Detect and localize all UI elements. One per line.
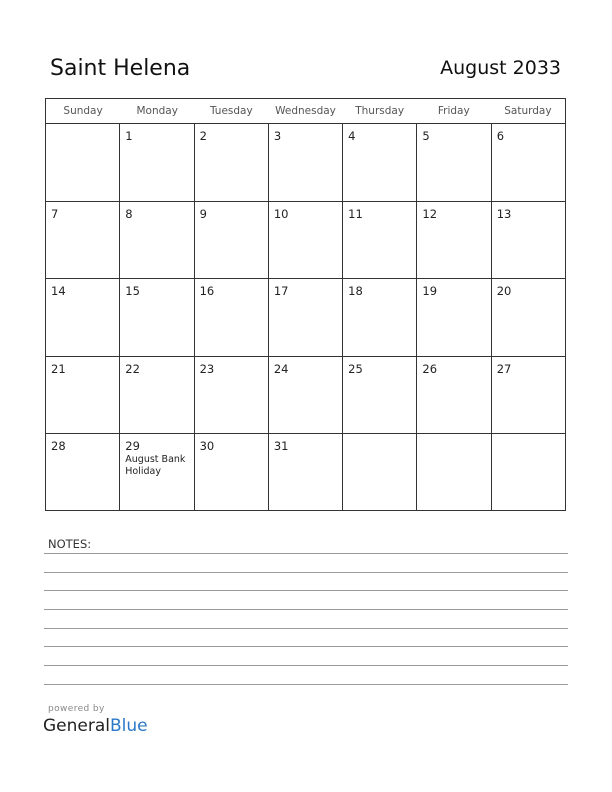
day-cell xyxy=(195,124,269,201)
note-line xyxy=(44,609,568,610)
day-number: 9 xyxy=(199,206,207,221)
day-number: 30 xyxy=(199,439,215,454)
powered-by-text: powered by xyxy=(48,704,105,714)
day-number: 15 xyxy=(125,284,140,299)
weekday-monday: Monday xyxy=(136,105,178,117)
day-cell xyxy=(195,434,269,511)
day-cell xyxy=(120,434,194,511)
note-line xyxy=(44,684,568,685)
note-line xyxy=(44,665,568,666)
day-number: 18 xyxy=(348,284,363,299)
note-line xyxy=(44,590,568,591)
week-row xyxy=(46,202,565,280)
day-cell xyxy=(120,202,194,279)
day-number: 3 xyxy=(273,129,282,143)
day-cell xyxy=(417,124,491,201)
week-row xyxy=(46,434,565,511)
day-cell xyxy=(120,357,194,434)
day-cell xyxy=(343,279,417,356)
day-cell xyxy=(492,202,565,279)
country-title: Saint Helena xyxy=(50,56,191,81)
note-line xyxy=(44,628,568,629)
day-number: 7 xyxy=(51,206,59,221)
weekday-saturday: Saturday xyxy=(504,105,552,117)
day-cell xyxy=(269,124,343,201)
notes-label: NOTES: xyxy=(48,537,92,551)
day-cell xyxy=(269,202,343,279)
brand-general: General xyxy=(43,716,110,736)
generalblue-logo xyxy=(43,716,148,736)
week-row xyxy=(46,279,565,357)
day-cell xyxy=(492,434,565,511)
weekday-header xyxy=(46,99,565,124)
day-cell xyxy=(417,202,491,279)
day-number: 10 xyxy=(273,206,289,221)
calendar-grid xyxy=(45,98,566,511)
day-cell xyxy=(343,357,417,434)
holiday-label: August Bank Holiday xyxy=(125,454,186,478)
day-number: 19 xyxy=(422,284,438,299)
day-number: 17 xyxy=(273,284,289,299)
brand-blue: Blue xyxy=(110,716,148,736)
day-number: 4 xyxy=(348,129,356,143)
day-number: 20 xyxy=(496,284,512,299)
day-number: 2 xyxy=(199,129,207,143)
day-cell xyxy=(195,202,269,279)
day-cell xyxy=(46,279,120,356)
day-number: 28 xyxy=(51,439,66,454)
day-cell xyxy=(269,279,343,356)
day-number: 14 xyxy=(51,284,66,299)
day-number: 24 xyxy=(273,361,289,376)
day-number: 29 xyxy=(125,439,140,454)
week-row xyxy=(46,124,565,202)
note-line xyxy=(44,646,568,647)
day-cell xyxy=(492,357,565,434)
day-number: 16 xyxy=(199,284,215,299)
day-cell xyxy=(417,357,491,434)
weekday-thursday: Thursday xyxy=(355,105,405,117)
weekday-tuesday: Tuesday xyxy=(209,105,253,117)
day-number: 21 xyxy=(51,361,66,376)
day-number: 6 xyxy=(496,129,505,143)
day-cell xyxy=(195,357,269,434)
weekday-wednesday: Wednesday xyxy=(275,105,336,117)
day-cell xyxy=(343,202,417,279)
day-cell xyxy=(417,434,491,511)
day-number: 31 xyxy=(273,439,289,454)
day-number: 27 xyxy=(496,361,512,376)
day-cell xyxy=(343,124,417,201)
week-row xyxy=(46,357,565,435)
month-year-title: August 2033 xyxy=(440,57,561,79)
day-cell xyxy=(417,279,491,356)
calendar-weeks xyxy=(46,124,565,511)
day-number: 11 xyxy=(348,206,363,221)
day-cell xyxy=(120,279,194,356)
day-cell xyxy=(492,124,565,201)
day-cell xyxy=(195,279,269,356)
day-number: 5 xyxy=(422,129,430,143)
day-number: 1 xyxy=(125,129,133,143)
day-cell xyxy=(46,357,120,434)
note-line xyxy=(44,553,568,554)
day-number: 23 xyxy=(199,361,215,376)
day-number: 26 xyxy=(422,361,438,376)
day-cell xyxy=(343,434,417,511)
day-number: 12 xyxy=(422,206,438,221)
weekday-sunday: Sunday xyxy=(63,105,103,117)
day-cell xyxy=(492,279,565,356)
day-cell xyxy=(269,357,343,434)
day-cell xyxy=(269,434,343,511)
day-number: 25 xyxy=(348,361,363,376)
day-cell xyxy=(46,434,120,511)
day-number: 22 xyxy=(125,361,140,376)
day-number: 8 xyxy=(125,206,133,221)
weekday-friday: Friday xyxy=(437,105,470,117)
day-cell xyxy=(46,124,120,201)
day-cell xyxy=(120,124,194,201)
day-number: 13 xyxy=(496,206,512,221)
day-cell xyxy=(46,202,120,279)
note-line xyxy=(44,572,568,573)
